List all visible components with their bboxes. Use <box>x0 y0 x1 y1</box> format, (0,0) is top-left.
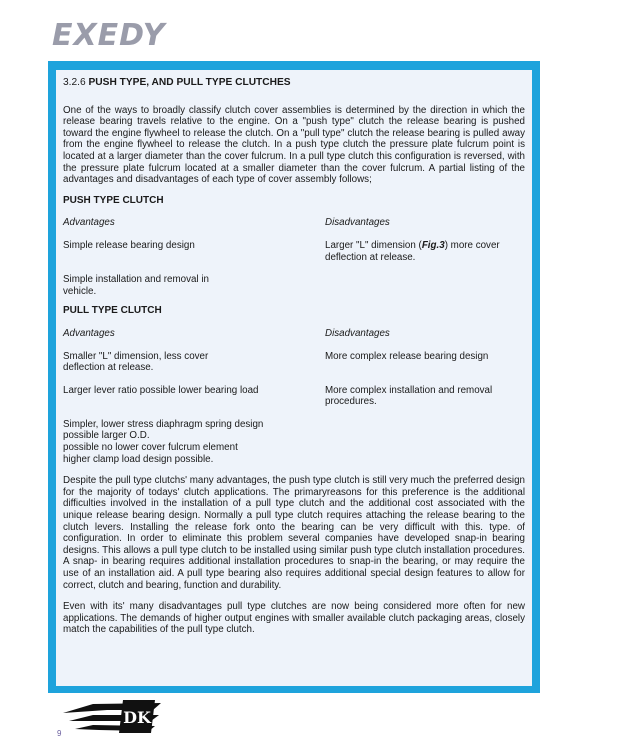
push-adv-1: Simple release bearing design <box>63 239 195 251</box>
page-number: 9 <box>57 729 62 738</box>
push-labels <box>63 217 525 229</box>
pull-adv-1: Smaller "L" dimension, less cover deflection at release. <box>63 350 209 374</box>
push-disadv-1 <box>325 240 525 263</box>
pull-disadv-1: More complex release bearing design <box>325 350 489 362</box>
pull-adv-3-line: possible no lower cover fulcrum element <box>63 442 238 454</box>
section-title-text: PUSH TYPE, AND PULL TYPE CLUTCHES <box>88 77 291 88</box>
push-disadvantages-label: Disadvantages <box>325 217 390 229</box>
pull-adv-3-line: Simpler, lower stress diaphragm spring design <box>63 418 264 430</box>
pull-adv-3-line: possible larger O.D. <box>63 430 150 442</box>
dk-logo <box>63 699 161 737</box>
dk-logo-text: DK <box>123 708 151 727</box>
section-title <box>63 77 525 89</box>
pull-heading: PULL TYPE CLUTCH <box>63 305 162 317</box>
pull-disadvantages-label: Disadvantages <box>325 327 390 339</box>
push-disadv-1-pre: Larger "L" dimension ( <box>325 239 422 251</box>
body-paragraph-1: Despite the pull type clutchs' many advantages, the push type clutch is still very much the preferred design for the majority of todays' clutch applications. The primaryreasons for this preference is the additional difficulties involved in the installation of a pull type clutch and the additional cost associated with the unique release bearing design. Normally a pull type clutch requires attaching the release bearing to the clutch levers. Installing the release fork onto the bearing can be very difficult with this. type. of configuration. In order to eliminate this problem several companies have developed snap-in bearing designs. This allows a pull type clutch to be installed using similar push type clutch installation procedures. A snap- in bearing requires additional installation procedures to snap-in the bearing, or may require the use of an installation aid. A pull type bearing also requires additional special design features to allow for correct, clutch and bearing, function and durability. <box>63 475 525 591</box>
pull-adv-2: Larger lever ratio possible lower bearing load <box>63 384 259 396</box>
fig-reference: Fig.3 <box>421 239 445 251</box>
exedy-logo: EXEDY <box>52 18 166 53</box>
pull-adv-3 <box>63 419 525 465</box>
pull-row-2 <box>63 385 525 408</box>
body-paragraph-2: Even with its' many disadvantages pull type clutches are now being considered more often for new applications. The demands of higher output engines with smaller available clutch packaging areas, closely match the capabilities of the pull type clutch. <box>63 601 525 636</box>
pull-advantages-label: Advantages <box>63 327 115 339</box>
pull-adv-3-line: higher clamp load design possible. <box>63 453 214 465</box>
push-row-1 <box>63 240 525 263</box>
pull-disadv-2: More complex installation and removal procedures. <box>325 384 493 408</box>
intro-paragraph: One of the ways to broadly classify clutch cover assemblies is determined by the direction in which the release bearing travels relative to the engine. On a "push type" clutch the release bearing is pushed toward the engine flywheel to release the clutch. On a "pull type" clutch the release bearing is pulled away from the engine flywheel to release the clutch. In a push type clutch the pressure plate fulcrum point is located at a larger diameter than the cover fulcrum. In a pull type clutch this configuration is reversed, with the pressure plate fulcrum located at a smaller diameter than the cover fulcrum. A partial listing of the advantages and disadvantages of each type of cover assembly follows; <box>63 104 525 186</box>
push-advantages-label: Advantages <box>63 217 115 229</box>
push-disadv-1-post: ) more cover deflection at release. <box>325 239 500 263</box>
push-row-2 <box>63 274 525 297</box>
document-content <box>63 77 525 636</box>
push-adv-2: Simple installation and removal in vehicle. <box>63 274 209 297</box>
pull-labels <box>63 328 525 340</box>
section-number: 3.2.6 <box>63 77 86 88</box>
push-heading: PUSH TYPE CLUTCH <box>63 194 164 206</box>
pull-row-1 <box>63 351 525 374</box>
